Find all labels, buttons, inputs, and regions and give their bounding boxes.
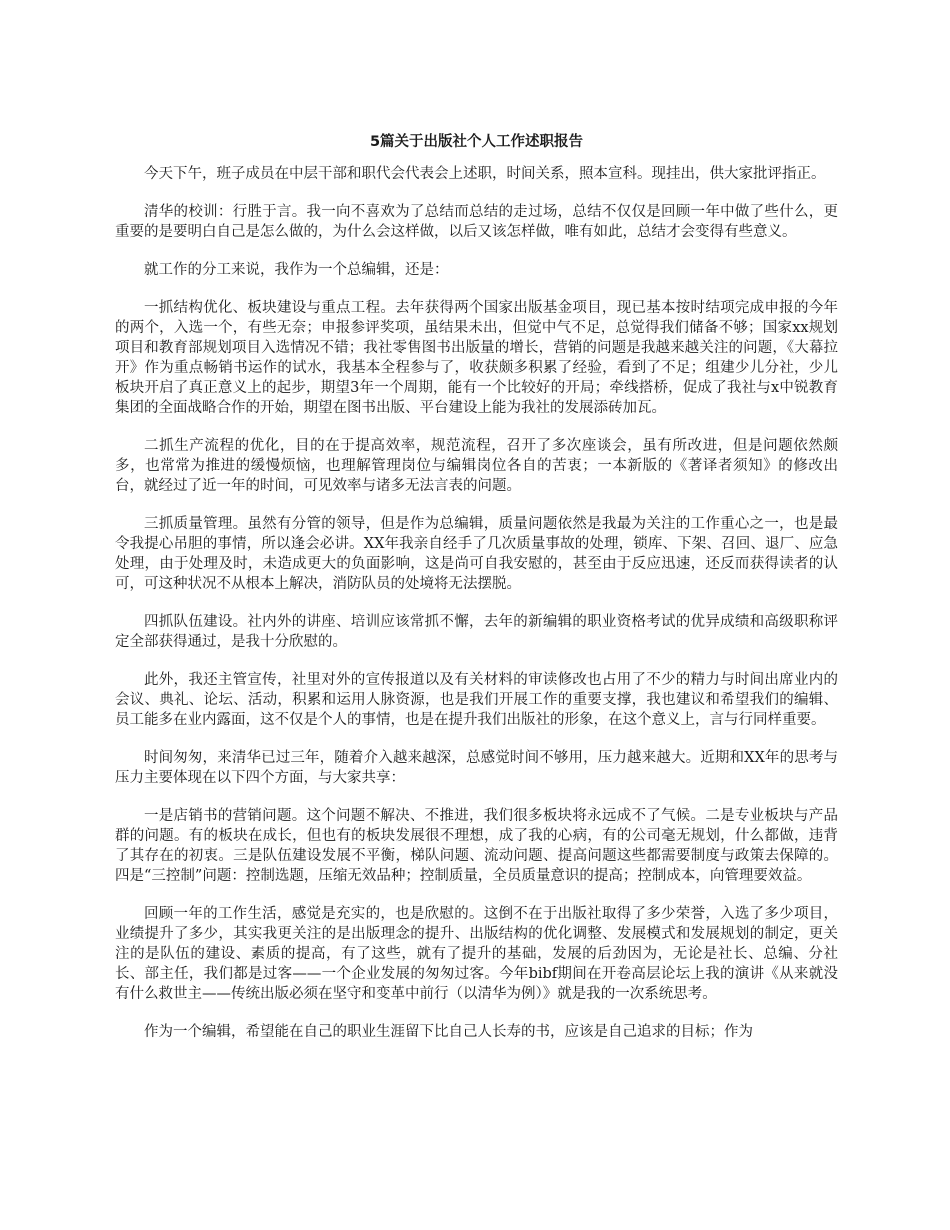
document-page xyxy=(115,126,838,1060)
paragraph-workflow: 二抓生产流程的优化，目的在于提高效率，规范流程，召开了多次座谈会，虽有所改进，但是问题依然颇多，也常常为推进的缓慢烦恼，也理解管理岗位与编辑岗位各自的苦衷；一本新版的《著译者须知》的修改出台，就经过了近一年的时间，可见效率与诸多无法言表的问题。 xyxy=(115,438,838,494)
paragraph-structure: 一抓结构优化、板块建设与重点工程。去年获得两个国家出版基金项目，现已基本按时结项完成申报的今年的两个，入选一个，有些无奈；申报参评奖项，虽结果未出，但觉中气不足，总觉得我们储备不够；国家xx规划项目和教育部规划项目入选情况不错；我社零售图书出版量的增长，营销的问题是我越来越关注的问题，《大幕拉开》作为重点畅销书运作的试水，我基本全程参与了，收获颇多积累了经验，看到了不足；组建少儿分社，少儿板块开启了真正意义上的起步，期望3年一个周期，能有一个比较好的开局；牵线搭桥，促成了我社与x中锐教育集团的全面战略合作的开始，期望在图书出版、平台建设上能为我社的发展添砖加瓦。 xyxy=(115,300,838,416)
paragraph-motto: 清华的校训：行胜于言。我一向不喜欢为了总结而总结的走过场，总结不仅仅是回顾一年中做了些什么，更重要的是要明白自己是怎么做的，为什么会这样做，以后又该怎样做，唯有如此，总结才会变得有些意义。 xyxy=(115,204,838,240)
paragraph-publicity: 此外，我还主管宣传，社里对外的宣传报道以及有关材料的审读修改也占用了不少的精力与时间出席业内的会议、典礼、论坛、活动，积累和运用人脉资源，也是我们开展工作的重要支撑，我也建议和希望我们的编辑、员工能多在业内露面，这不仅是个人的事情，也是在提升我们出版社的形象，在这个意义上，言与行同样重要。 xyxy=(115,672,838,728)
paragraph-reflection: 时间匆匆，来清华已过三年，随着介入越来越深，总感觉时间不够用，压力越来越大。近期和XX年的思考与压力主要体现在以下四个方面，与大家共享： xyxy=(115,750,838,786)
paragraph-review: 回顾一年的工作生活，感觉是充实的，也是欣慰的。这倒不在于出版社取得了多少荣誉，入选了多少项目，业绩提升了多少，其实我更关注的是出版理念的提升、出版结构的优化调整、发展模式和发展规划的制定，更关注的是队伍的建设、素质的提高，有了这些，就有了提升的基础，发展的后劲因为，无论是社长、总编、分社长、部主任，我们都是过客——一个企业发展的匆匆过客。今年bibf期间在开卷高层论坛上我的演讲《从来就没有什么救世主——传统出版必须在坚守和变革中前行（以清华为例）》就是我的一次系统思考。 xyxy=(115,906,838,1002)
paragraph-quality: 三抓质量管理。虽然有分管的领导，但是作为总编辑，质量问题依然是我最为关注的工作重心之一，也是最令我提心吊胆的事情，所以逢会必讲。XX年我亲自经手了几次质量事故的处理，锁库、下架、召回、退厂、应急处理，由于处理及时，未造成更大的负面影响，这是尚可自我安慰的，甚至由于反应迅速，还反而获得读者的认可，可这种状况不从根本上解决，消防队员的处境将无法摆脱。 xyxy=(115,516,838,592)
paragraph-team: 四抓队伍建设。社内外的讲座、培训应该常抓不懈，去年的新编辑的职业资格考试的优异成绩和高级职称评定全部获得通过，是我十分欣慰的。 xyxy=(115,614,838,650)
paragraph-division: 就工作的分工来说，我作为一个总编辑，还是： xyxy=(144,262,449,278)
paragraph-intro: 今天下午，班子成员在中层干部和职代会代表会上述职，时间关系，照本宣科。现挂出，供大家批评指正。 xyxy=(144,166,826,182)
paragraph-closing: 作为一个编辑，希望能在自己的职业生涯留下比自己人长寿的书，应该是自己追求的目标；作为 xyxy=(144,1024,753,1040)
document-title: 5篇关于出版社个人工作述职报告 xyxy=(369,134,584,150)
paragraph-four-issues: 一是店销书的营销问题。这个问题不解决、不推进，我们很多板块将永远成不了气候。二是专业板块与产品群的问题。有的板块在成长，但也有的板块发展很不理想，成了我的心病，有的公司毫无规划，什么都做，违背了其存在的初衷。三是队伍建设发展不平衡，梯队问题、流动问题、提高问题这些都需要制度与政策去保障的。四是“三控制”问题：控制选题，压缩无效品种；控制质量，全员质量意识的提高；控制成本，向管理要效益。 xyxy=(115,808,838,884)
